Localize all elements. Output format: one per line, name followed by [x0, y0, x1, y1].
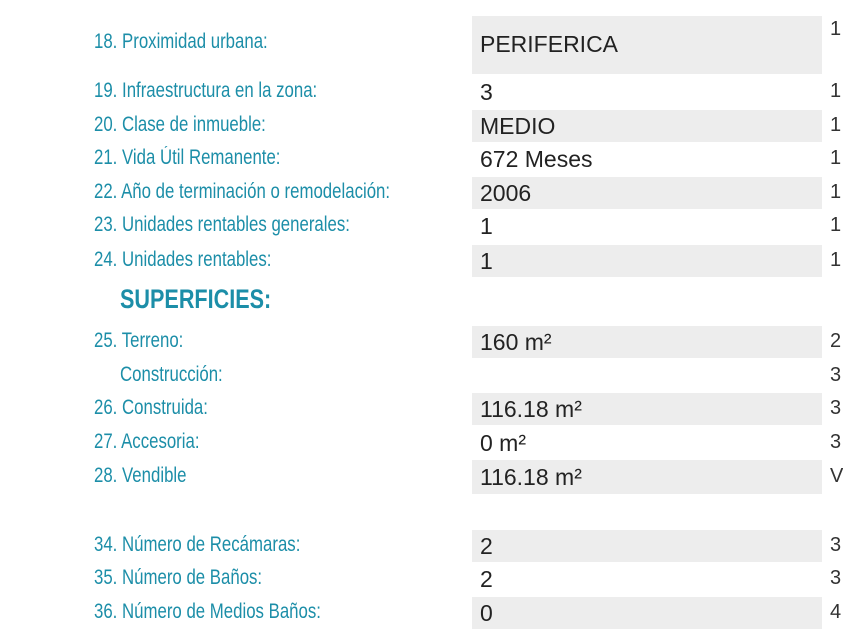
value-cell: MEDIO: [472, 110, 822, 142]
value-cell: 0 m²: [480, 430, 526, 456]
value-cell: 3: [480, 79, 493, 105]
section-title-superficies: SUPERFICIES:: [120, 284, 272, 314]
field-label: 26. Construida:: [94, 396, 208, 419]
field-label: 24. Unidades rentables:: [94, 248, 272, 271]
value-cell: 116.18 m²: [472, 393, 822, 425]
value-cell: 672 Meses: [480, 146, 593, 172]
cut-off-value: 3: [830, 567, 842, 589]
value-cell: 2: [472, 530, 822, 562]
cut-off-value: 2: [830, 330, 842, 352]
value-cell: 0: [472, 597, 822, 629]
field-label: 28. Vendible: [94, 464, 187, 487]
field-label: 19. Infraestructura en la zona:: [94, 79, 318, 102]
field-label: 18. Proximidad urbana:: [94, 30, 268, 53]
field-label: 35. Número de Baños:: [94, 566, 263, 589]
value-cell: 116.18 m²: [472, 460, 822, 494]
value-cell: [472, 360, 822, 392]
cut-off-value: 1: [830, 80, 842, 102]
field-label: 23. Unidades rentables generales:: [94, 213, 350, 236]
field-label: 27. Accesoria:: [94, 430, 200, 453]
cut-off-value: 1: [830, 249, 842, 271]
cut-off-value: 3: [830, 397, 842, 419]
field-label: 34. Número de Recámaras:: [94, 533, 301, 556]
value-cell: 2006: [472, 177, 822, 209]
cut-off-value: 1: [830, 181, 842, 203]
cut-off-value: 3: [830, 534, 842, 556]
value-cell: 2: [480, 566, 493, 592]
cut-off-value: 3: [830, 431, 842, 453]
field-label: 22. Año de terminación o remodelación:: [94, 180, 391, 203]
cut-off-value: 3: [830, 364, 842, 386]
field-label: 20. Clase de inmueble:: [94, 113, 266, 136]
cut-off-value: 1: [830, 18, 842, 40]
field-label: Construcción:: [120, 363, 223, 386]
cut-off-value: 1: [830, 147, 842, 169]
cut-off-value: 4: [830, 601, 842, 623]
value-cell: 1: [480, 213, 493, 239]
cut-off-value: V: [830, 465, 843, 487]
value-cell: 160 m²: [472, 326, 822, 358]
value-cell: PERIFERICA: [472, 16, 822, 74]
field-label: 25. Terreno:: [94, 329, 184, 352]
value-cell: 1: [472, 245, 822, 277]
cut-off-value: 1: [830, 114, 842, 136]
cut-off-value: 1: [830, 214, 842, 236]
field-label: 36. Número de Medios Baños:: [94, 600, 321, 623]
field-label: 21. Vida Útil Remanente:: [94, 146, 281, 169]
